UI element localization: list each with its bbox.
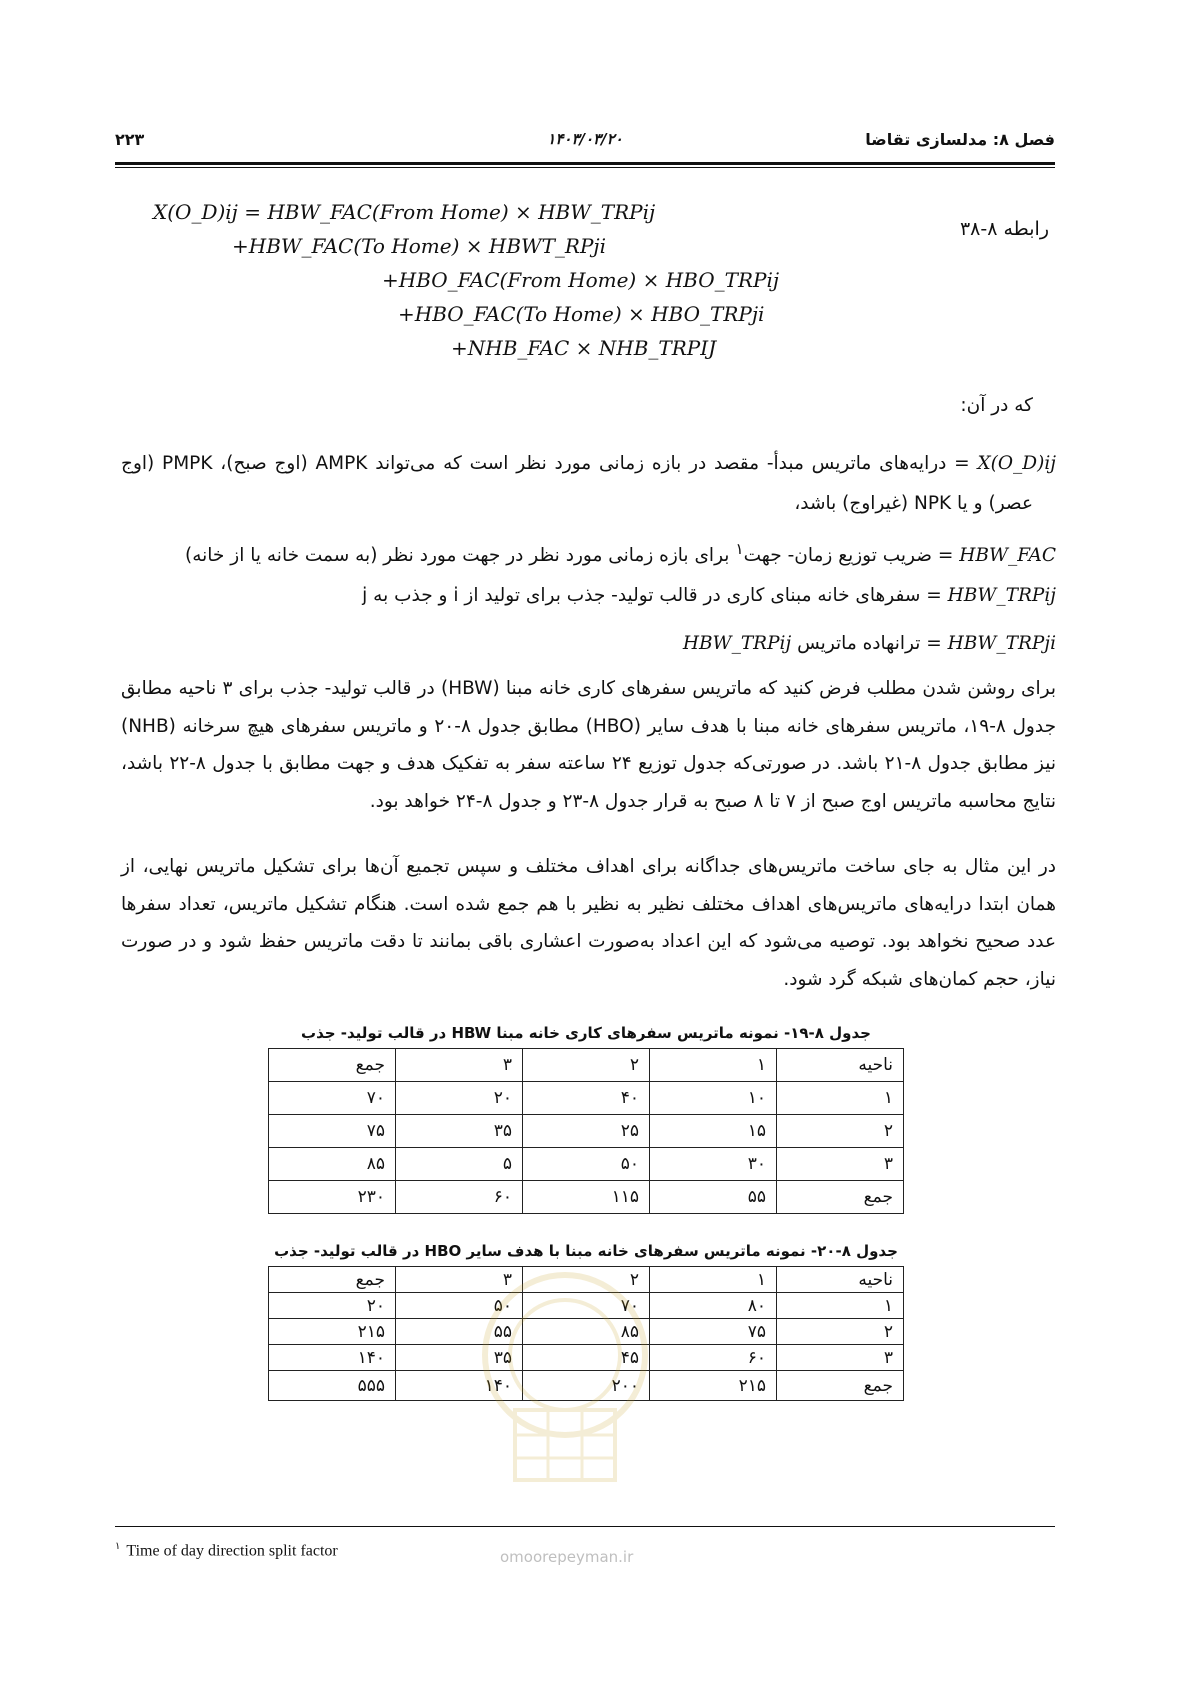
footnote-rule xyxy=(115,1526,1055,1527)
definition-2 xyxy=(121,532,1056,573)
table-row xyxy=(269,1148,904,1181)
table-cell: ۳۵ xyxy=(396,1115,523,1148)
table-cell: ۱۱۵ xyxy=(523,1181,650,1214)
table-cell: ۶۰ xyxy=(650,1345,777,1371)
paragraph-1: برای روشن شدن مطلب فرض کنید که ماتریس سفرهای کاری خانه مبنا (HBW) در قالب تولید- جذب برای ۳ ناحیه مطابق جدول ۸-۱۹، ماتریس سفرهای خانه مبنا با هدف سایر (HBO) مطابق جدول ۸-۲۰ و ماتریس سفرهای هیچ سرخانه (NHB) نیز مطابق جدول ۸-۲۱ باشد. در صورتی‌که جدول توزیع ۲۴ ساعته سفر به تفکیک هدف و جهت مطابق با جدول ۸-۲۲ باشد، نتایج محاسبه ماتریس اوج صبح از ۷ تا ۸ صبح به قرار جدول ۸-۲۳ و جدول ۸-۲۴ خواهد بود. xyxy=(121,678,1057,812)
table2-header-cell: ۲ xyxy=(523,1267,650,1293)
table-cell: ۱۴۰ xyxy=(396,1371,523,1401)
def2-symbol: HBW_FAC xyxy=(959,545,1056,567)
paragraph-2: در این مثال به جای ساخت ماتریس‌های جداگانه برای اهداف مختلف و سپس تجمیع آن‌ها برای تشکیل ماتریس نهایی، از همان ابتدا درایه‌های ماتریس‌های اهداف مختلف نظیر به نظیر با هم جمع شده است. هنگام تشکیل ماتریس، تعداد سفرها عدد صحیح نخواهد بود. توصیه می‌شود که این اعداد به‌صورت اعشاری باقی بمانند تا دقت ماتریس حفظ شود و در صورت نیاز، حجم کمان‌های شبکه گرد شود. xyxy=(121,856,1056,990)
def1-text: = درایه‌های ماتریس مبدأ- مقصد در بازه زمانی مورد نظر است که می‌تواند AMPK (اوج صبح)، PMPK (اوج xyxy=(121,453,970,474)
watermark-seal-icon xyxy=(470,1260,660,1500)
page-number: ۲۲۳ xyxy=(115,130,145,149)
table-cell: ۲۰۰ xyxy=(523,1371,650,1401)
table-cell: ۱ xyxy=(777,1293,904,1319)
def3-symbol: HBW_TRPij xyxy=(947,585,1056,606)
table-cell: ۳۰ xyxy=(650,1148,777,1181)
table-cell: ۴۰ xyxy=(523,1082,650,1115)
table-cell: ۱۵ xyxy=(650,1115,777,1148)
watermark-text: omoorepeyman.ir xyxy=(500,1548,634,1566)
table-cell: ۸۵ xyxy=(269,1148,396,1181)
table-cell: جمع xyxy=(777,1181,904,1214)
equation-line-1: X(O_D)ij = HBW_FAC(From Home) × HBW_TRPij xyxy=(153,200,656,224)
table2-header-cell: ۱ xyxy=(650,1267,777,1293)
table2-header-cell: جمع xyxy=(269,1267,396,1293)
table2-header-cell: ۳ xyxy=(396,1267,523,1293)
table-cell: ۶۰ xyxy=(396,1181,523,1214)
equation-line-4: +HBO_FAC(To Home) × HBO_TRPji xyxy=(398,302,765,326)
table-cell: ۲۳۰ xyxy=(269,1181,396,1214)
table1-header-cell: جمع xyxy=(269,1049,396,1082)
footnote xyxy=(115,1541,338,1560)
def4-text: = ترانهاده ماتریس xyxy=(797,633,942,654)
equation-line-2: +HBW_FAC(To Home) × HBWT_RPji xyxy=(232,234,607,258)
header-date: ۱۴۰۳/۰۳/۲۰ xyxy=(547,130,623,148)
table-cell: ۱ xyxy=(777,1082,904,1115)
table-cell: ۳۵ xyxy=(396,1345,523,1371)
definition-1-continued: عصر) و یا NPK (غیراوج) باشد، xyxy=(794,493,1033,514)
table-cell: ۵۵ xyxy=(396,1319,523,1345)
table-cell: ۷۰ xyxy=(523,1293,650,1319)
table-cell: ۲۵ xyxy=(523,1115,650,1148)
table-cell: ۲ xyxy=(777,1319,904,1345)
table-cell: ۴۵ xyxy=(523,1345,650,1371)
table-cell: ۵ xyxy=(396,1148,523,1181)
chapter-title: فصل ۸: مدلسازی تقاضا xyxy=(865,130,1055,149)
table-cell: ۵۰ xyxy=(523,1148,650,1181)
table-row xyxy=(269,1181,904,1214)
table-cell: ۸۰ xyxy=(650,1293,777,1319)
def2-footnote-mark: ۱ xyxy=(735,540,744,558)
table-cell: ۷۵ xyxy=(269,1115,396,1148)
table-row xyxy=(269,1115,904,1148)
table-cell: ۲۱۵ xyxy=(269,1319,396,1345)
definition-3 xyxy=(121,578,1056,613)
table-cell: ۳ xyxy=(777,1148,904,1181)
table1-caption: جدول ۸-۱۹- نمونه ماتریس سفرهای کاری خانه مبنا HBW در قالب تولید- جذب xyxy=(301,1024,871,1042)
definition-4 xyxy=(121,626,1056,661)
table-cell: ۵۵۵ xyxy=(269,1371,396,1401)
table-cell: ۱۴۰ xyxy=(269,1345,396,1371)
table2-caption: جدول ۸-۲۰- نمونه ماتریس سفرهای خانه مبنا با هدف سایر HBO در قالب تولید- جذب xyxy=(274,1242,898,1260)
where-label: که در آن: xyxy=(960,395,1033,416)
table1-header-cell: ۳ xyxy=(396,1049,523,1082)
table1-header-row xyxy=(269,1049,904,1082)
table-cell: ۱۰ xyxy=(650,1082,777,1115)
def3-text: = سفرهای خانه مبنای کاری در قالب تولید- جذب برای تولید از i و جذب به j xyxy=(362,585,942,606)
table-cell: ۲۱۵ xyxy=(650,1371,777,1401)
page-header xyxy=(115,130,1055,154)
definition-1 xyxy=(121,446,1056,481)
table-cell: ۵۰ xyxy=(396,1293,523,1319)
table1-header-cell: ۱ xyxy=(650,1049,777,1082)
def1-symbol: X(O_D)ij xyxy=(977,453,1057,474)
header-rule-thin xyxy=(115,167,1055,168)
table-row xyxy=(269,1082,904,1115)
table-cell: ۲۰ xyxy=(269,1293,396,1319)
def2-text-a: = ضریب توزیع زمان- جهت xyxy=(743,545,954,567)
table-cell: ۷۵ xyxy=(650,1319,777,1345)
footnote-text: Time of day direction split factor xyxy=(126,1542,338,1560)
table-cell: جمع xyxy=(777,1371,904,1401)
equation-line-3: +HBO_FAC(From Home) × HBO_TRPij xyxy=(382,268,780,292)
table-cell: ۸۵ xyxy=(523,1319,650,1345)
header-rule-thick xyxy=(115,162,1055,165)
table-cell: ۳ xyxy=(777,1345,904,1371)
table-cell: ۷۰ xyxy=(269,1082,396,1115)
table1 xyxy=(268,1048,904,1214)
table-cell: ۲ xyxy=(777,1115,904,1148)
def2-text-b: برای بازه زمانی مورد نظر در جهت مورد نظر (به سمت خانه یا از خانه) xyxy=(185,545,736,567)
def4-symbol: HBW_TRPji xyxy=(947,633,1056,654)
table-cell: ۲۰ xyxy=(396,1082,523,1115)
equation-label: رابطه ۸-۳۸ xyxy=(959,218,1049,240)
equation-line-5: +NHB_FAC × NHB_TRPIJ xyxy=(451,336,717,360)
footnote-mark: ۱ xyxy=(115,1541,121,1552)
table1-header-cell: ناحیه xyxy=(777,1049,904,1082)
table-cell: ۵۵ xyxy=(650,1181,777,1214)
def4-symbol-2: HBW_TRPij xyxy=(682,633,792,654)
table1-header-cell: ۲ xyxy=(523,1049,650,1082)
table2-header-cell: ناحیه xyxy=(777,1267,904,1293)
